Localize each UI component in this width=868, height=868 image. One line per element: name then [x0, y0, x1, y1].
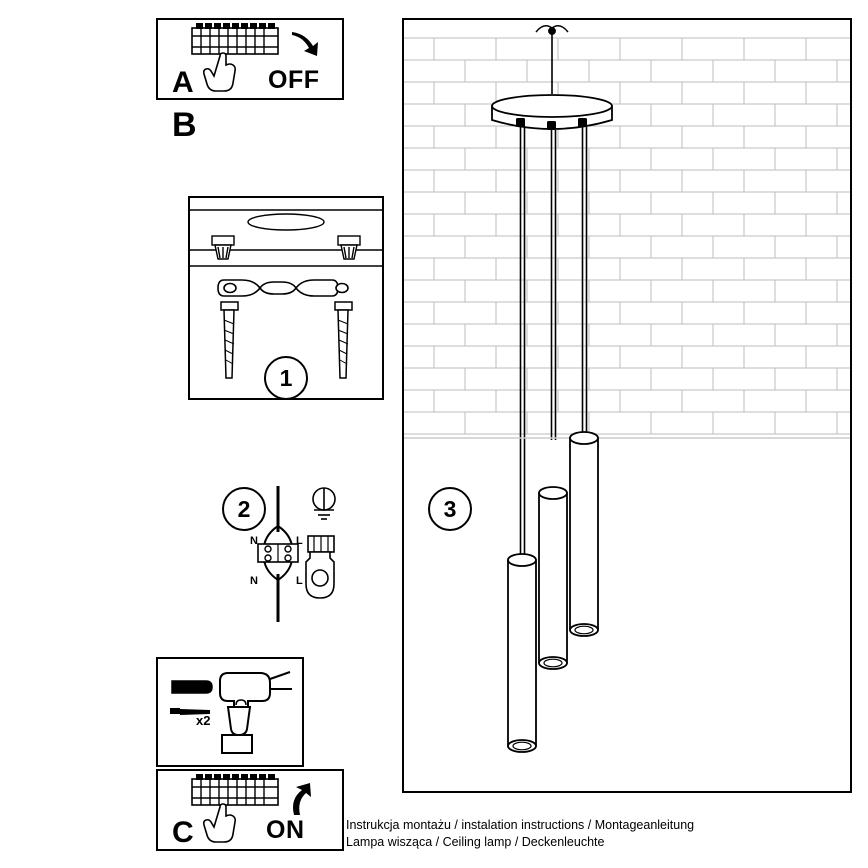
step-b-letter: B	[172, 106, 197, 144]
wire-label-l-top: L	[296, 535, 303, 547]
wire-label-l-bottom: L	[296, 575, 303, 587]
caption-line-1: Instrukcja montażu / instalation instructions / Montageanleitung	[346, 818, 695, 832]
step-3-number: 3	[428, 487, 472, 531]
panel-step-3	[402, 18, 852, 793]
lamp-connector-housing-icon	[300, 534, 352, 606]
caption-line-2: Lampa wisząca / Ceiling lamp / Deckenleuchte	[346, 835, 605, 849]
panel-tools	[156, 657, 304, 767]
drill-and-wall-plug-icon	[158, 659, 302, 765]
step-1-number: 1	[264, 356, 308, 400]
wire-label-n-bottom: N	[250, 575, 258, 587]
step-c-letter: C	[172, 816, 194, 849]
step-a-switch-label: OFF	[268, 66, 320, 94]
step-2-number: 2	[222, 487, 266, 531]
wire-label-n-top: N	[250, 535, 258, 547]
step-a-letter: A	[172, 66, 194, 99]
earth-ground-icon	[300, 486, 348, 526]
tools-quantity-label: x2	[196, 713, 211, 728]
footer-caption	[346, 817, 746, 851]
step-c-switch-label: ON	[266, 816, 305, 844]
mounted-pendant-lamp-icon	[404, 20, 850, 791]
